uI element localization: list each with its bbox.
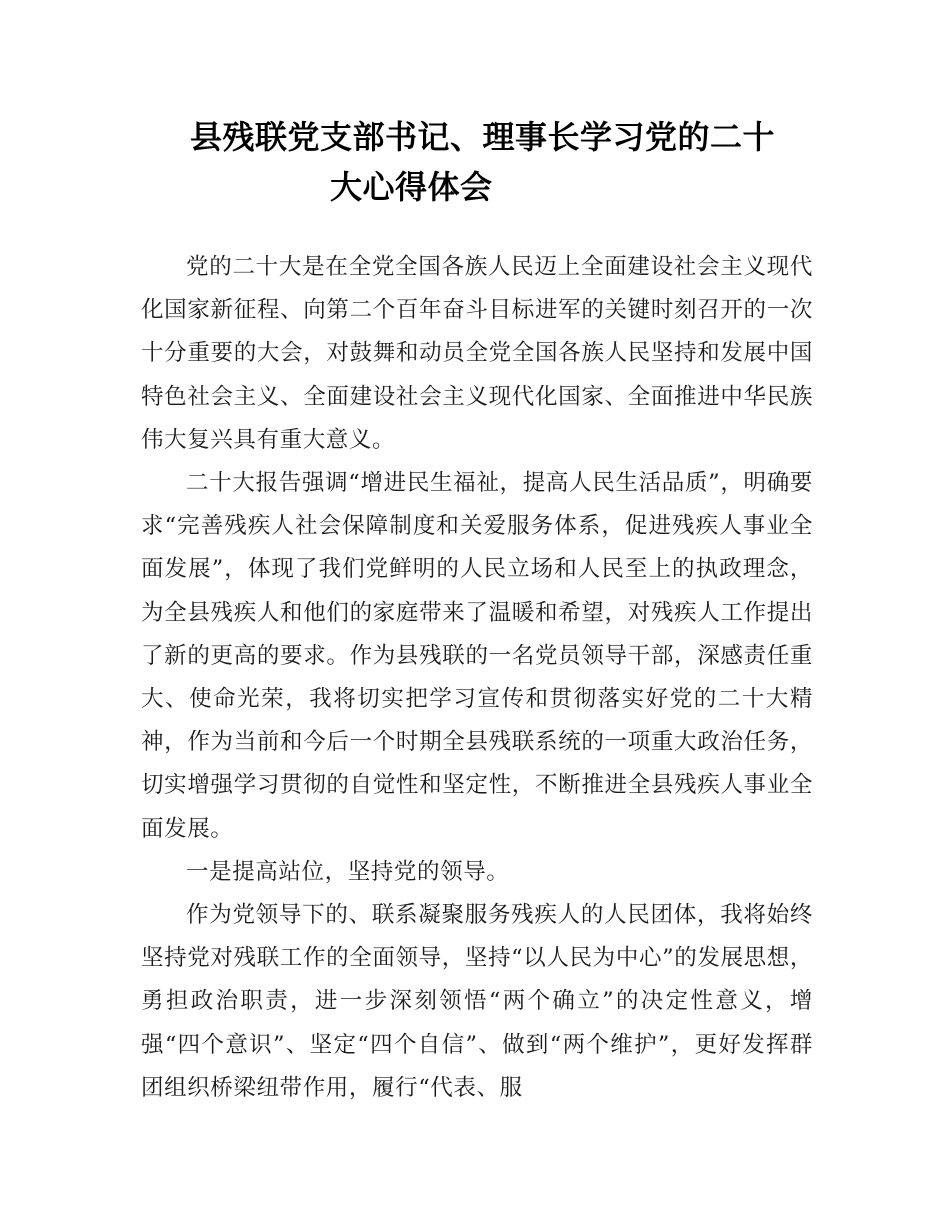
paragraph-report: 二十大报告强调“增进民生福祉，提高人民生活品质”，明确要求“完善残疾人社会保障制度和关爱服务体系，促进残疾人事业全面发展”，体现了我们党鲜明的人民立场和人民至上的执政理念，为全县残疾人和他们的家庭带来了温暖和希望，对残疾人工作提出了新的更高的要求。作为县残联的一名党员领导干部，深感责任重大、使命光荣，我将切实把学习宣传和贯彻落实好党的二十大精神，作为当前和今后一个时期全县残联系统的一项重大政治任务，切实增强学习贯彻的自觉性和坚定性，不断推进全县残疾人事业全面发展。 (141, 470, 813, 842)
document-body (141, 246, 813, 1110)
paragraph-heading-one: 一是提高站位，坚持党的领导。 (186, 858, 510, 885)
document-title (190, 112, 830, 212)
title-line-2: 大心得体会 (330, 168, 493, 206)
title-line-1: 县残联党支部书记、理事长学习党的二十 (190, 118, 776, 156)
paragraph-intro: 党的二十大是在全党全国各族人民迈上全面建设社会主义现代化国家新征程、向第二个百年奋斗目标进军的关键时刻召开的一次十分重要的大会，对鼓舞和动员全党全国各族人民坚持和发展中国特色社会主义、全面建设社会主义现代化国家、全面推进中华民族伟大复兴具有重大意义。 (141, 254, 813, 453)
paragraph-party-leadership: 作为党领导下的、联系凝聚服务残疾人的人民团体，我将始终坚持党对残联工作的全面领导，坚持“以人民为中心”的发展思想，勇担政治职责，进一步深刻领悟“两个确立”的决定性意义，增强“四个意识”、坚定“四个自信”、做到“两个维护”，更好发挥群团组织桥梁纽带作用，履行“代表、服 (141, 902, 813, 1101)
